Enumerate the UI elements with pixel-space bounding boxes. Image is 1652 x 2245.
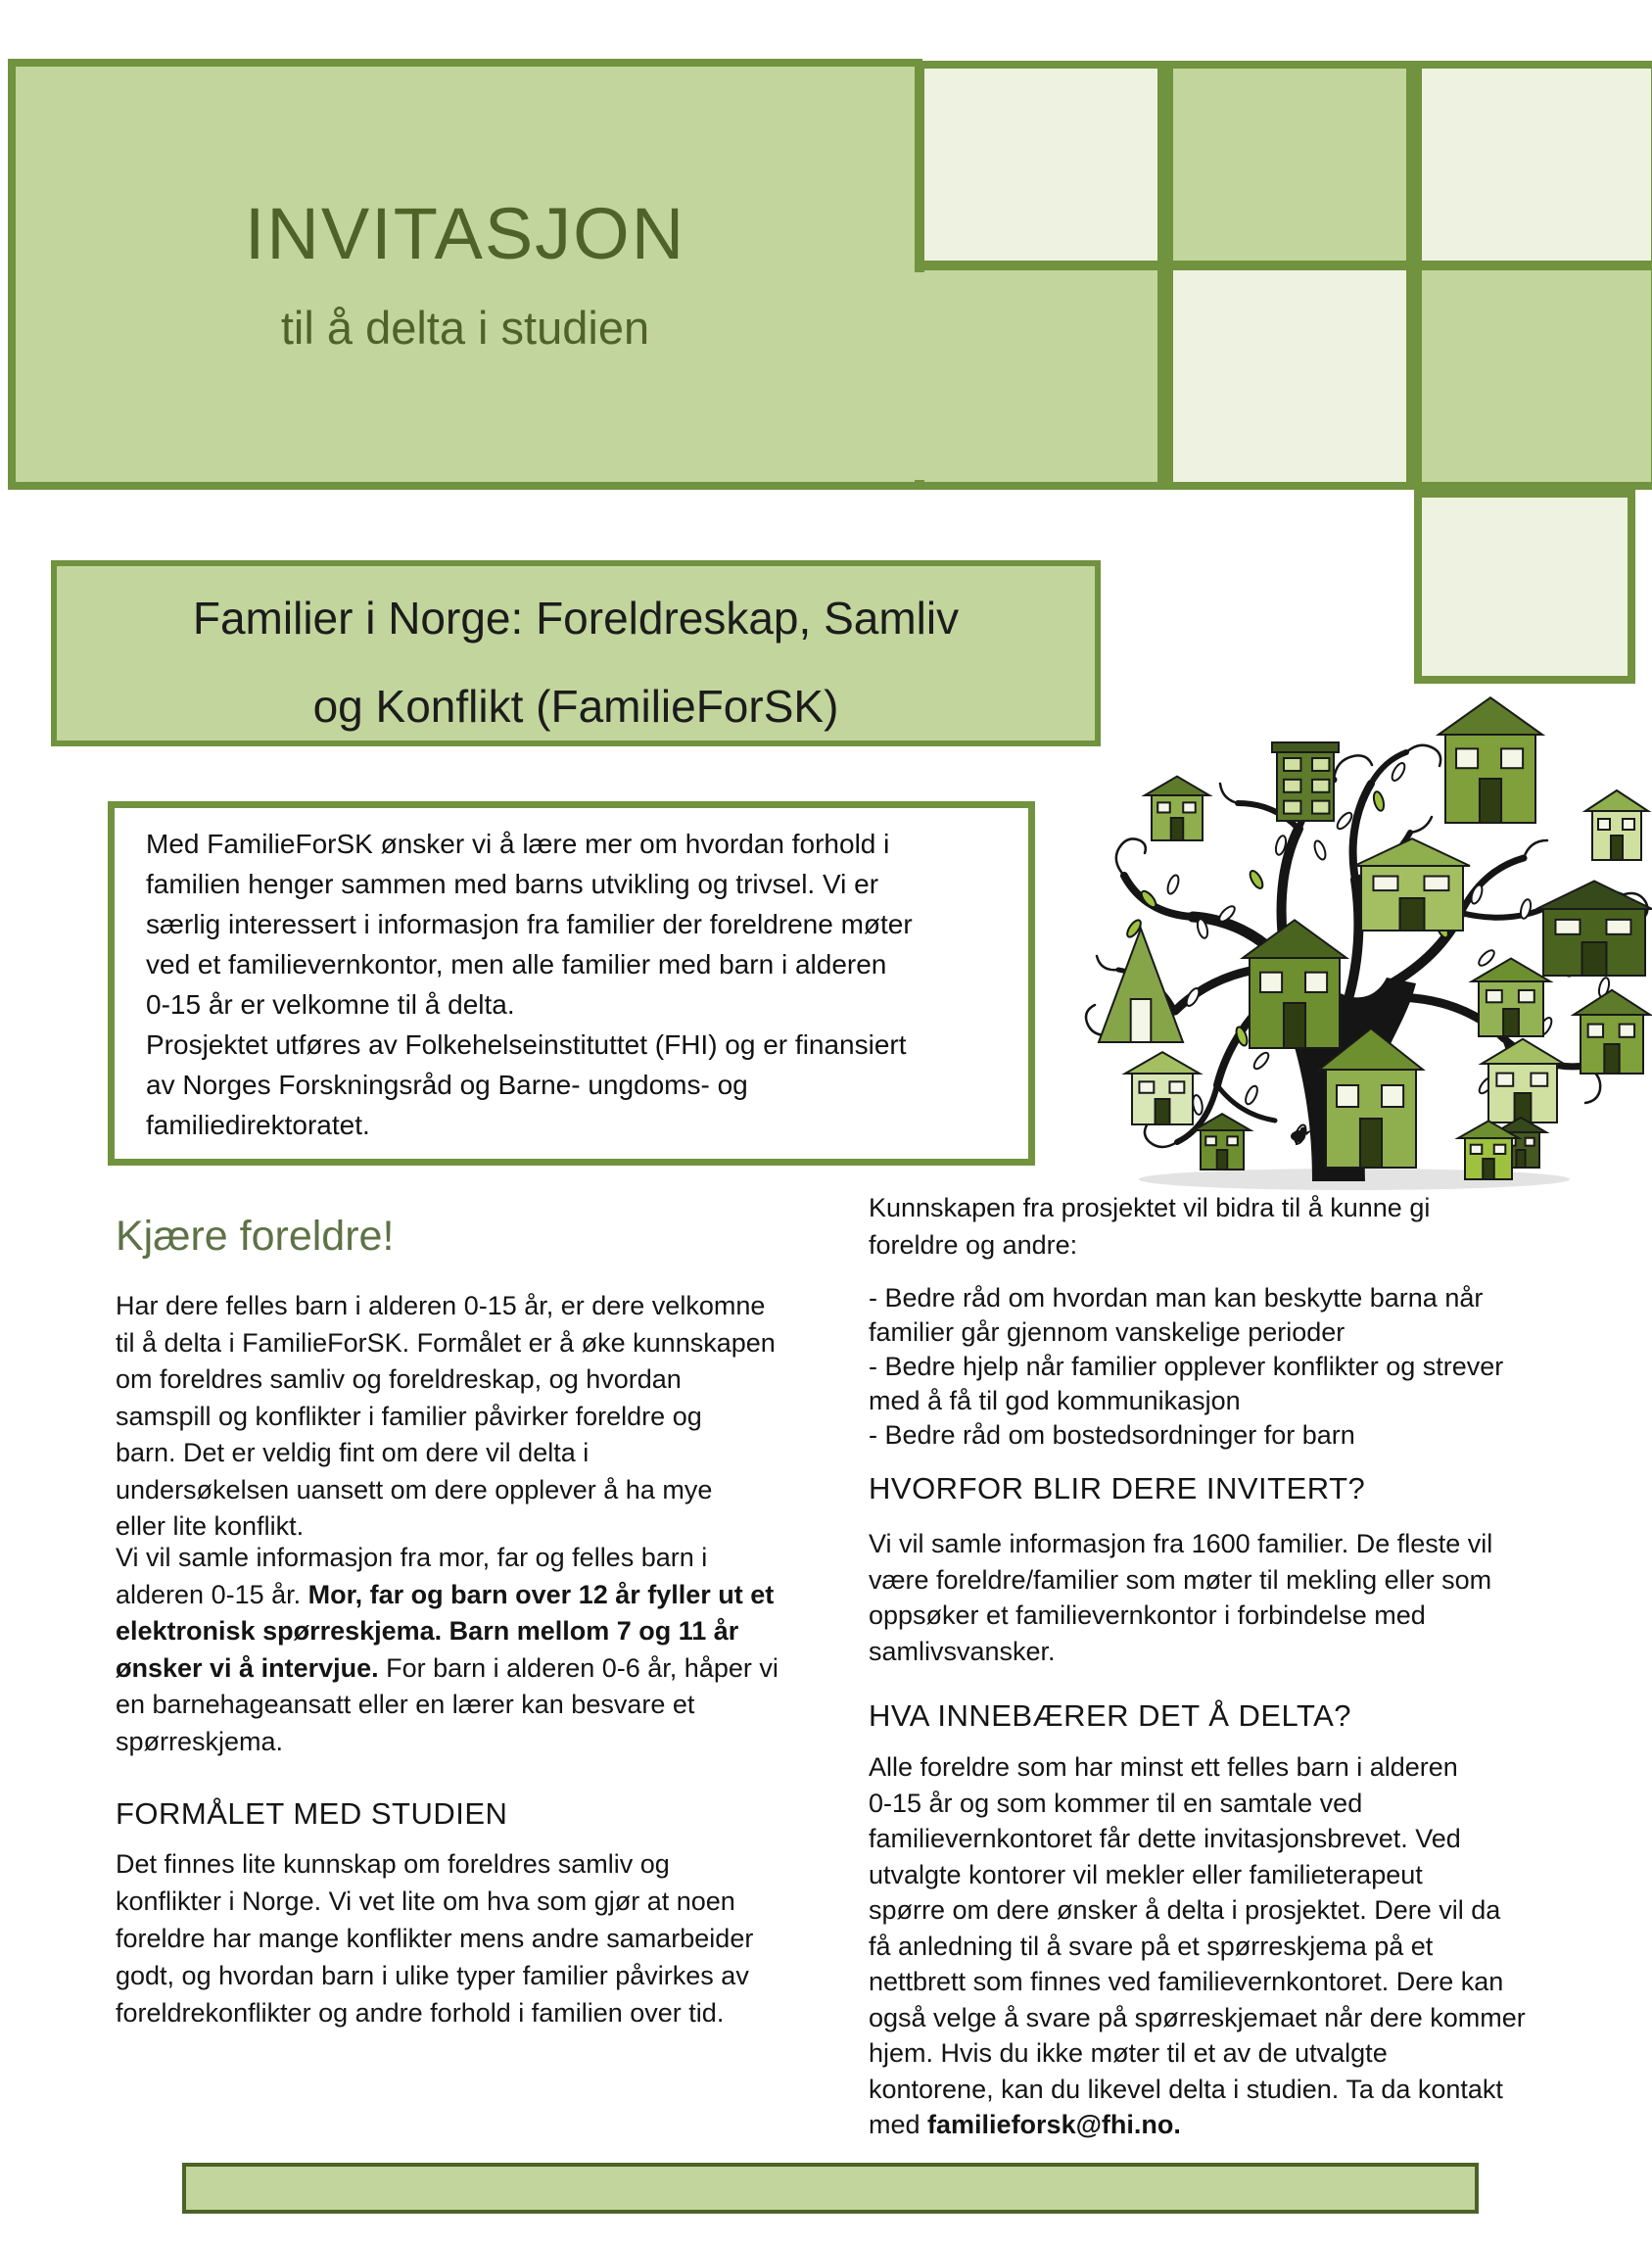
left-paragraph-3 xyxy=(116,1845,753,2031)
house-icon xyxy=(1125,1052,1200,1124)
text-line: godt, og hvordan barn i ulike typer familier påvirkes av xyxy=(116,1961,749,1990)
text-line: være foreldre/familier som møter til mekling eller som xyxy=(869,1564,1492,1595)
page-title: INVITASJON xyxy=(244,193,686,274)
decorative-square-r1c1 xyxy=(917,61,1165,268)
house-icon xyxy=(1482,1039,1564,1122)
text-line: - Bedre hjelp når familier opplever konflikter og strever xyxy=(869,1352,1504,1381)
text-line: også velge å svare på spørreskjemaet når dere kommer xyxy=(869,2002,1526,2032)
intro-box xyxy=(108,801,1035,1166)
section-heading-hvorfor: HVORFOR BLIR DERE INVITERT? xyxy=(869,1471,1366,1505)
study-title-line1: Familier i Norge: Foreldreskap, Samliv xyxy=(192,593,960,644)
text-line: spørreskjema. xyxy=(116,1726,284,1756)
text-line: familievernkontoret får dette invitasjonsbrevet. Ved xyxy=(869,1824,1461,1853)
text-line: foreldre og andre: xyxy=(869,1229,1078,1260)
text-line: Vi vil samle informasjon fra mor, far og felles barn i xyxy=(116,1543,708,1572)
text-line: med å få til god kommunikasjon xyxy=(869,1386,1241,1415)
text-line: om foreldres samliv og foreldreskap, og hvordan xyxy=(116,1364,682,1394)
text-line: eller lite konflikt. xyxy=(116,1511,305,1541)
text-line: undersøkelsen uansett om dere opplever å ha mye xyxy=(116,1474,713,1505)
text-line: - Bedre råd om hvordan man kan beskytte barna når xyxy=(869,1283,1484,1313)
text-line: kontorene, kan du likevel delta i studien. Ta da kontakt xyxy=(869,2074,1503,2104)
text-line: samspill og konflikter i familier påvirker foreldre og xyxy=(116,1401,702,1431)
text-line: - Bedre råd om bostedsordninger for barn xyxy=(869,1420,1355,1450)
study-title-banner xyxy=(51,560,1101,746)
text-line: spørre om dere ønsker å delta i prosjektet. Dere vil da xyxy=(869,1895,1501,1925)
text-line: Har dere felles barn i alderen 0-15 år, er dere velkomne xyxy=(116,1291,766,1320)
greeting-heading: Kjære foreldre! xyxy=(116,1213,395,1260)
house-icon xyxy=(1472,958,1550,1036)
text-line: særlig interessert i informasjon fra familier der foreldrene møter xyxy=(146,909,913,939)
decorative-square-r1c3 xyxy=(1414,61,1652,268)
intro-text xyxy=(115,808,1028,1145)
text-line: ved et familievernkontor, men alle familier med barn i alderen xyxy=(146,949,887,979)
header-box xyxy=(8,59,922,490)
text-line: Vi vil samle informasjon fra 1600 familier. De fleste vil xyxy=(869,1529,1493,1558)
tree-with-houses-illustration xyxy=(1056,674,1652,1198)
decorative-square-r1c2 xyxy=(1165,61,1414,268)
left-paragraph-2 xyxy=(116,1540,779,1760)
house-icon xyxy=(1354,838,1470,931)
text-line: av Norges Forskningsråd og Barne- ungdoms- og xyxy=(146,1070,748,1100)
house-icon xyxy=(1585,790,1648,860)
right-lead-paragraph xyxy=(869,1190,1430,1264)
tree-houses xyxy=(1099,697,1652,1179)
page-subtitle: til å delta i studien xyxy=(280,302,650,354)
text-line: til å delta i FamilieForSK. Formålet er å øke kunnskapen xyxy=(116,1327,776,1358)
text-line: familien henger sammen med barns utvikling og trivsel. Vi er xyxy=(146,869,879,899)
benefit-bullet-list xyxy=(869,1281,1503,1453)
text-line: konflikter i Norge. Vi vet lite om hva som gjør at noen xyxy=(116,1887,735,1916)
section-heading-formaalet: FORMÅLET MED STUDIEN xyxy=(116,1796,508,1831)
text-line: Med FamilieForSK ønsker vi å lære mer om hvordan forhold i xyxy=(146,829,890,859)
text-line: familiedirektoratet. xyxy=(146,1110,370,1140)
house-icon xyxy=(1145,777,1209,840)
text-line: hjem. Hvis du ikke møter til et av de utvalgte xyxy=(869,2038,1388,2068)
text-line: få anledning til å svare på et spørreskjema på et xyxy=(869,1931,1434,1961)
right-paragraph-1 xyxy=(869,1526,1492,1669)
decorative-square-r2c2 xyxy=(1165,263,1414,490)
house-icon xyxy=(1439,697,1542,823)
text-line: en barnehageansatt eller en lærer kan besvare et xyxy=(116,1690,695,1719)
section-heading-hva: HVA INNEBÆRER DET Å DELTA? xyxy=(869,1698,1352,1733)
text-line: ønsker vi å intervjue. For barn i alderen 0-6 år, håper vi xyxy=(116,1652,779,1683)
text-line: samlivsvansker. xyxy=(869,1636,1056,1666)
text-line: foreldre har mange konflikter mens andre samarbeider xyxy=(116,1924,754,1953)
house-icon xyxy=(1574,990,1650,1074)
house-icon xyxy=(1272,742,1339,821)
text-line: foreldrekonflikter og andre forhold i familien over tid. xyxy=(116,1998,725,2028)
text-line: barn. Det er veldig fint om dere vil delta i xyxy=(116,1438,590,1467)
house-icon xyxy=(1536,881,1652,976)
study-title-line2: og Konflikt (FamilieForSK) xyxy=(312,681,839,732)
left-paragraph-1 xyxy=(116,1288,776,1546)
footer-bar xyxy=(182,2163,1479,2214)
house-icon xyxy=(1099,929,1183,1042)
text-line: alderen 0-15 år. Mor, far og barn over 12 år fyller ut et xyxy=(116,1579,775,1609)
text-line: nettbrett som finnes ved familievernkontoret. Dere kan xyxy=(869,1967,1504,1996)
text-line: Alle foreldre som har minst ett felles barn i alderen xyxy=(869,1752,1458,1782)
text-line: oppsøker et familievernkontor i forbindelse med xyxy=(869,1600,1426,1630)
text-line: 0-15 år er velkomne til å delta. xyxy=(146,989,515,1020)
right-paragraph-2 xyxy=(869,1749,1526,2143)
seam-patch xyxy=(909,272,930,480)
text-line: med familieforsk@fhi.no. xyxy=(869,2110,1181,2139)
text-line: 0-15 år og som kommer til en samtale ved xyxy=(869,1788,1363,1818)
text-line: utvalgte kontorer vil mekler eller familieterapeut xyxy=(869,1859,1423,1889)
text-line: familier går gjennom vanskelige perioder xyxy=(869,1317,1345,1347)
text-line: Prosjektet utføres av Folkehelseinstituttet (FHI) og er finansiert xyxy=(146,1029,907,1060)
text-line: elektronisk spørreskjema. Barn mellom 7 og 11 år xyxy=(116,1616,739,1646)
decorative-square-r2c3 xyxy=(1414,263,1652,490)
decorative-square-r2c1 xyxy=(917,263,1165,490)
text-line: Det finnes lite kunnskap om foreldres samliv og xyxy=(116,1849,670,1879)
decorative-square-r3c3 xyxy=(1414,490,1635,684)
text-line: Kunnskapen fra prosjektet vil bidra til å kunne gi xyxy=(869,1193,1431,1222)
